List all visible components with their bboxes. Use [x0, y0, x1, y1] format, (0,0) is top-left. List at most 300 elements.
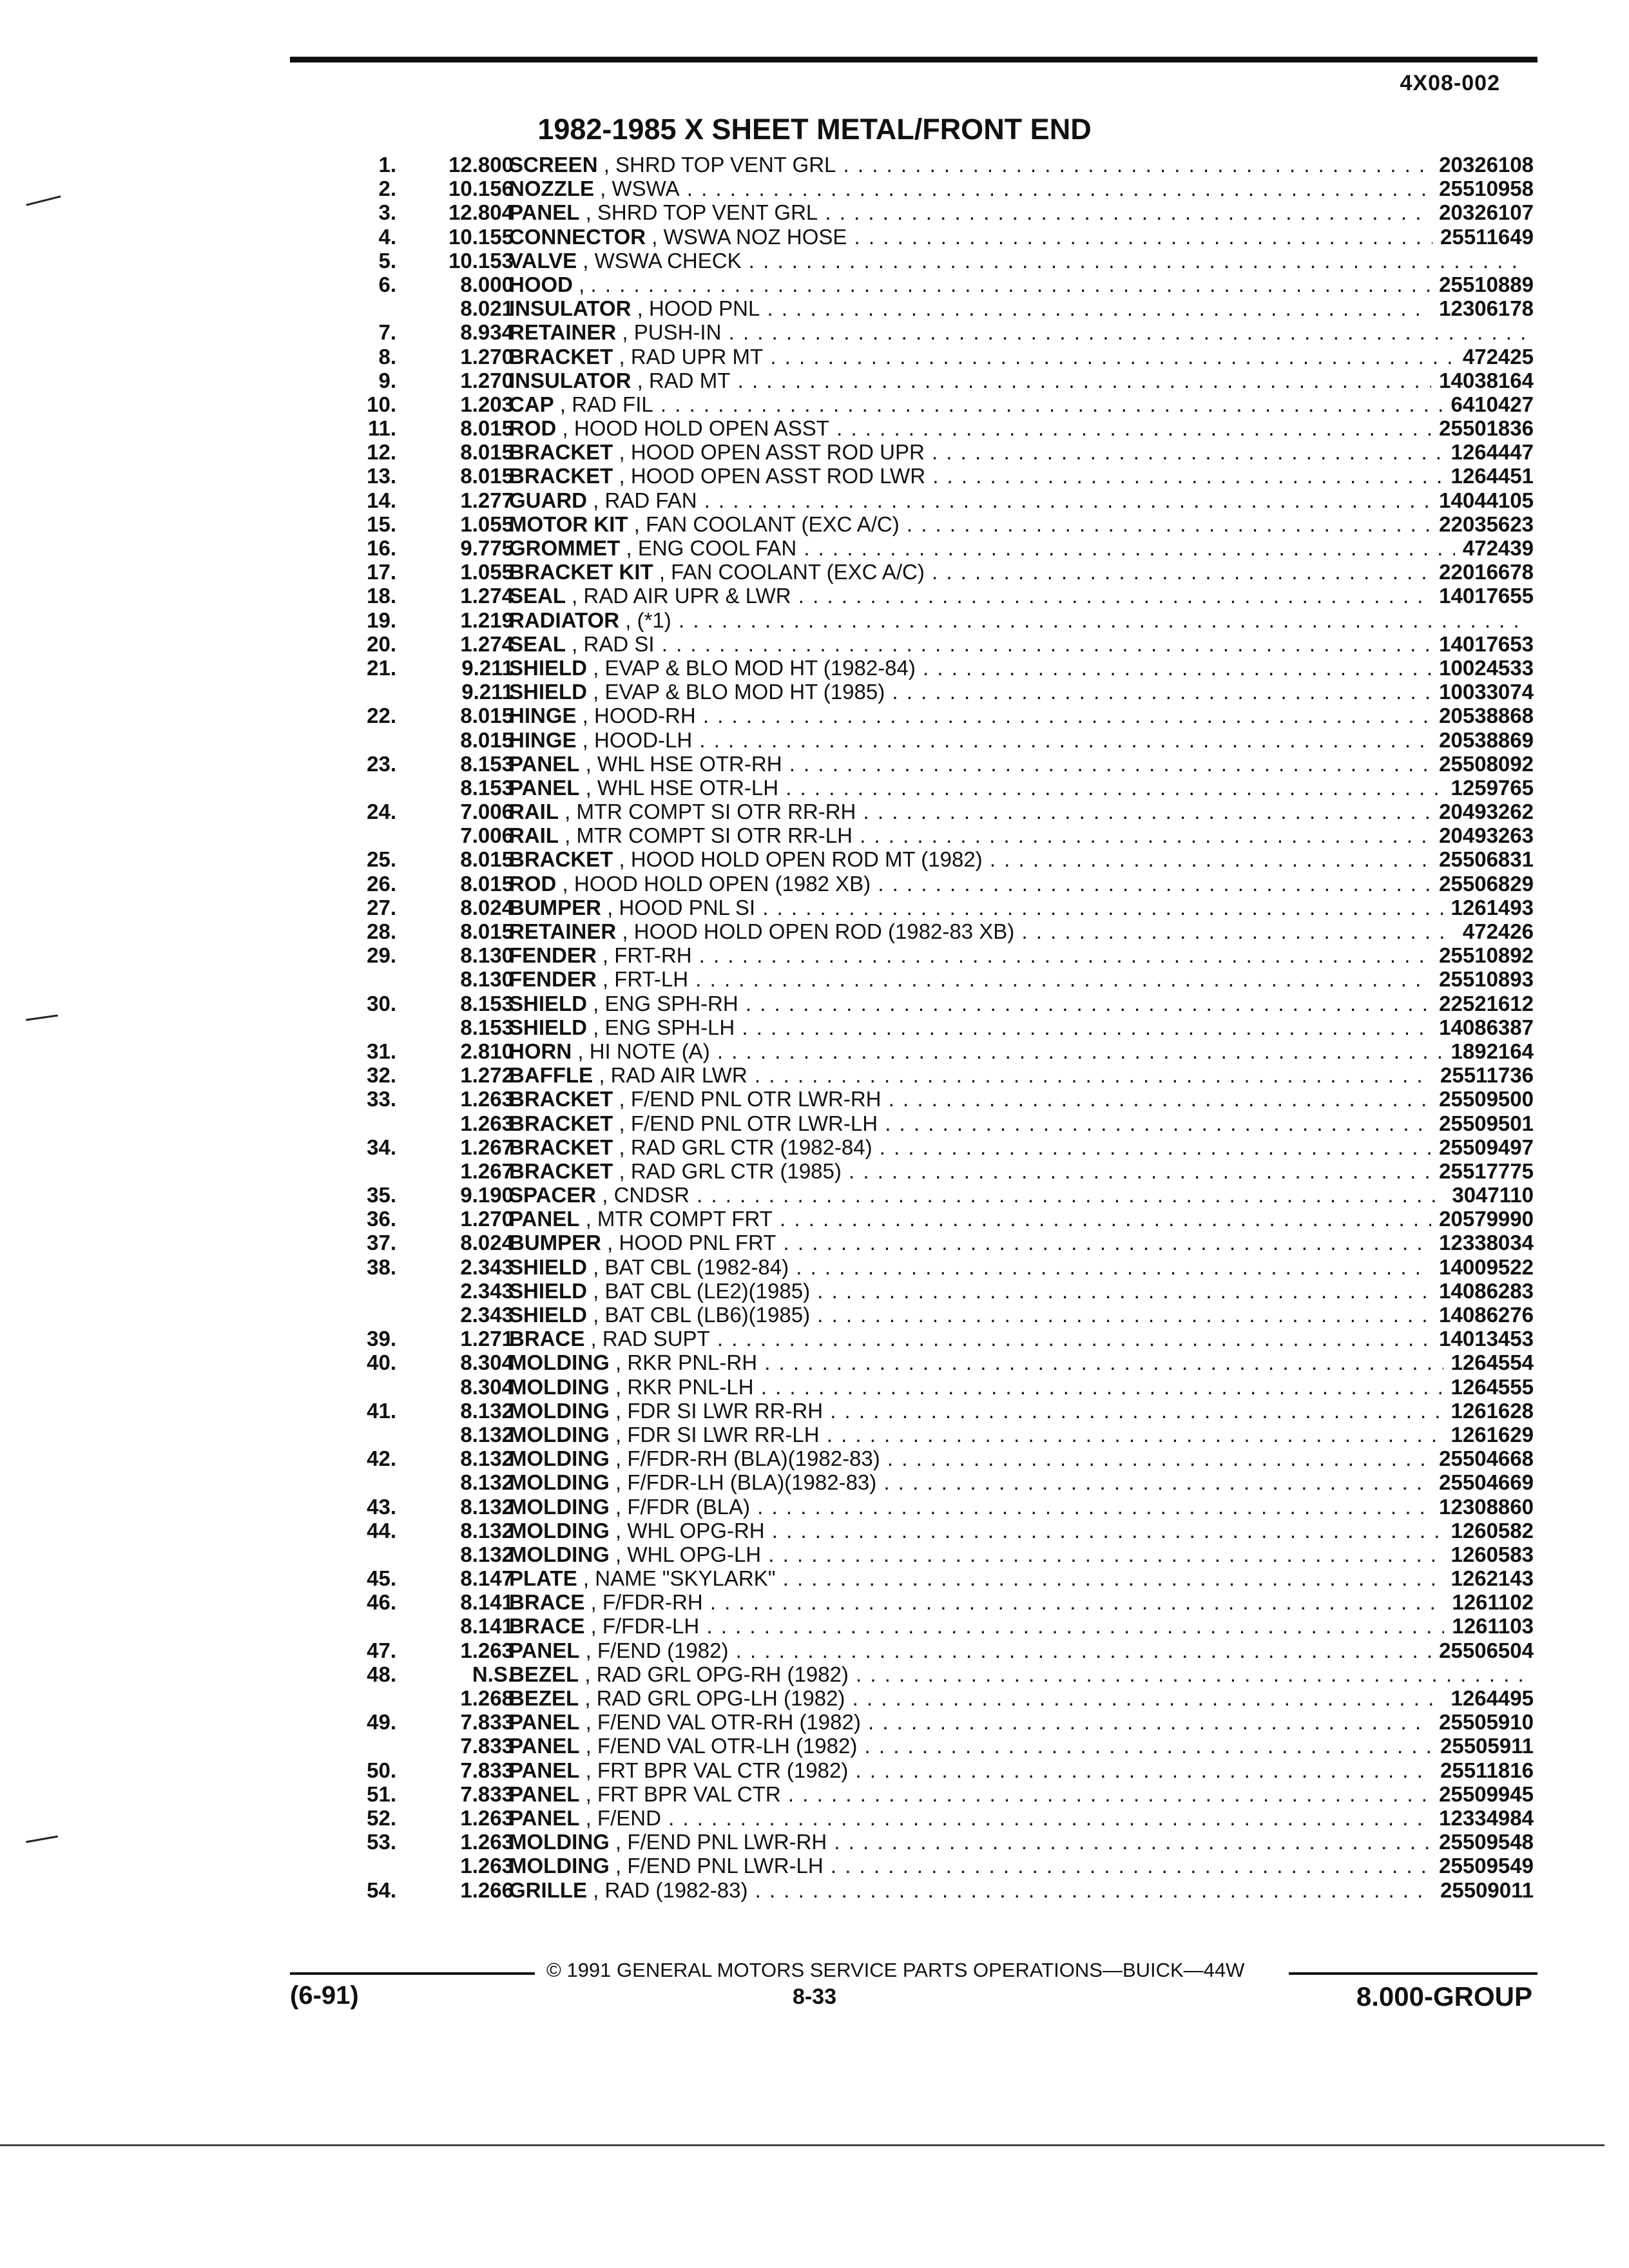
part-name: MOLDING [509, 1494, 610, 1519]
part-description [509, 800, 1527, 823]
part-description [509, 1710, 1527, 1734]
group-code: 1.268 [460, 1686, 514, 1710]
part-row [322, 1255, 1547, 1279]
part-qualifier: PUSH-IN [633, 320, 722, 345]
part-row [322, 1207, 1547, 1231]
separator: , [653, 560, 671, 584]
part-name: RAIL [509, 823, 559, 848]
part-description [509, 1207, 1527, 1231]
part-row [322, 896, 1547, 919]
part-number: 20538869 [1431, 728, 1534, 752]
part-name: BRACKET [509, 1111, 613, 1135]
part-name: SHIELD [509, 680, 588, 704]
group-code: 8.132 [460, 1398, 514, 1423]
separator: , [579, 200, 597, 225]
part-number: 12334984 [1431, 1806, 1534, 1830]
part-description [509, 776, 1527, 800]
group-code: 2.343 [460, 1303, 514, 1327]
separator: , [631, 296, 649, 321]
group-code: 8.021 [460, 296, 514, 321]
item-number: 34. [367, 1135, 396, 1159]
part-name: BRACE [509, 1590, 585, 1615]
group-code: 1.263 [460, 1805, 514, 1830]
part-qualifier: HOOD OPEN ASST ROD UPR [630, 440, 925, 465]
part-description [509, 1350, 1527, 1374]
part-qualifier: FRT BPR VAL CTR (1982) [597, 1758, 849, 1782]
separator: , [609, 1470, 628, 1495]
part-name: GUARD [509, 488, 587, 512]
part-qualifier: ENG SPH-RH [604, 991, 738, 1015]
part-row [322, 1662, 1547, 1686]
part-qualifier: NAME "SKYLARK" [595, 1566, 776, 1591]
group-code: 1.274 [460, 631, 514, 656]
part-qualifier: F/END PNL OTR LWR-LH [630, 1111, 878, 1135]
part-row [322, 1350, 1547, 1374]
separator: , [587, 1254, 605, 1279]
part-number: 12306178 [1431, 296, 1534, 320]
group-code: 8.015 [460, 919, 514, 943]
part-name: SHIELD [509, 991, 588, 1015]
item-number: 27. [367, 895, 396, 919]
part-row [322, 728, 1547, 752]
part-number: 22035623 [1431, 512, 1534, 536]
part-description [509, 1279, 1527, 1303]
group-code: 1.263 [460, 1854, 514, 1878]
part-description [509, 1830, 1527, 1854]
group-code: 7.833 [460, 1782, 514, 1806]
part-name: BEZEL [509, 1662, 579, 1686]
separator: , [609, 1518, 628, 1542]
part-name: SHIELD [509, 1278, 588, 1303]
part-qualifier: HOOD PNL FRT [619, 1231, 776, 1255]
group-code: 8.015 [460, 440, 514, 465]
group-code: 8.141 [460, 1614, 514, 1639]
part-name: BRACKET [509, 440, 613, 465]
item-number: 48. [367, 1662, 396, 1686]
part-name: ROD [509, 871, 557, 896]
group-code: 8.153 [460, 775, 514, 800]
group-code: 2.343 [460, 1278, 514, 1303]
margin-mark [26, 1836, 58, 1843]
part-qualifier: F/FDR-LH (BLA)(1982-83) [627, 1470, 877, 1495]
part-qualifier: HOOD HOLD OPEN (1982 XB) [574, 871, 871, 896]
part-number: 14017655 [1431, 584, 1534, 608]
separator: , [601, 895, 619, 919]
part-name: BUMPER [509, 895, 602, 919]
part-number: 472439 [1455, 536, 1534, 560]
item-number: 10. [367, 392, 396, 416]
part-row [322, 1183, 1547, 1207]
part-row [322, 704, 1547, 727]
part-qualifier: SHRD TOP VENT GRL [597, 200, 818, 225]
part-number: 20538868 [1431, 704, 1534, 727]
bottom-rule [0, 2144, 1605, 2146]
group-code: 8.024 [460, 895, 514, 919]
group-code: 8.132 [460, 1422, 514, 1446]
separator: , [609, 1350, 628, 1375]
separator: , [613, 1158, 631, 1183]
part-number: 22016678 [1431, 560, 1534, 584]
part-number: 25505911 [1432, 1734, 1534, 1758]
part-qualifier: FAN COOLANT (EXC A/C) [646, 512, 900, 536]
part-row [322, 249, 1547, 273]
part-description [509, 273, 1527, 296]
separator: , [609, 1374, 628, 1399]
part-row [322, 440, 1547, 464]
part-row [322, 872, 1547, 896]
item-number: 15. [367, 512, 396, 536]
item-number: 29. [367, 943, 396, 968]
item-number: 1. [378, 153, 396, 177]
part-number: 14044105 [1431, 488, 1534, 512]
group-code: 1.270 [460, 368, 514, 392]
part-qualifier: F/FDR-RH (BLA)(1982-83) [627, 1446, 880, 1471]
part-number: 10033074 [1431, 680, 1534, 704]
part-name: BRACKET [509, 847, 613, 872]
part-qualifier: RAD FAN [604, 488, 697, 512]
item-number: 23. [367, 751, 396, 776]
separator: , [577, 248, 595, 273]
part-qualifier: HOOD OPEN ASST ROD LWR [630, 464, 926, 488]
separator: , [601, 1231, 619, 1255]
item-number: 4. [378, 224, 396, 249]
part-row [322, 1159, 1547, 1183]
part-number: 25504668 [1431, 1446, 1534, 1470]
separator: , [554, 392, 572, 416]
part-number: 25511816 [1432, 1758, 1534, 1782]
item-number: 7. [378, 320, 396, 345]
part-description [509, 1231, 1527, 1254]
part-number: 25508092 [1431, 752, 1534, 776]
page-title: 1982-1985 X SHEET METAL/FRONT END [537, 113, 1092, 146]
part-number: 472426 [1455, 919, 1534, 943]
group-code: 2.343 [460, 1254, 514, 1279]
part-number: 472425 [1455, 345, 1534, 369]
part-number: 10024533 [1431, 656, 1534, 680]
item-number: 17. [367, 560, 396, 584]
part-row [322, 1446, 1547, 1470]
part-qualifier: RAD GRL OPG-RH (1982) [596, 1662, 849, 1686]
part-row [322, 1231, 1547, 1254]
part-row [322, 1614, 1547, 1638]
separator: , [576, 727, 595, 752]
item-number: 26. [367, 871, 396, 896]
part-name: MOLDING [509, 1470, 610, 1495]
item-number: 41. [367, 1398, 396, 1423]
part-name: PANEL [509, 1782, 580, 1806]
part-description [509, 1015, 1527, 1039]
part-name: SPACER [509, 1183, 597, 1207]
item-number: 49. [367, 1710, 396, 1735]
group-code: 8.934 [460, 320, 514, 345]
part-description [509, 967, 1527, 991]
part-description [509, 1590, 1527, 1614]
separator: , [609, 1830, 628, 1854]
group-code: 10.156 [448, 177, 514, 201]
part-number: 25509497 [1431, 1135, 1534, 1159]
item-number: 51. [367, 1782, 396, 1806]
part-row [322, 632, 1547, 656]
part-qualifier: WSWA NOZ HOSE [663, 224, 847, 249]
group-code: 1.055 [460, 560, 514, 584]
group-code: 7.833 [460, 1710, 514, 1735]
part-description [509, 1111, 1527, 1135]
part-row [322, 345, 1547, 369]
part-name: BUMPER [509, 1231, 602, 1255]
part-number: 14086283 [1431, 1279, 1534, 1303]
part-name: HOOD [509, 272, 573, 296]
item-number: 5. [378, 248, 396, 273]
separator: , [587, 1015, 605, 1039]
part-description [509, 1542, 1527, 1566]
part-description [509, 1255, 1527, 1279]
part-description [509, 752, 1527, 776]
part-qualifier: RAD GRL OPG-LH (1982) [596, 1686, 845, 1710]
part-row [322, 656, 1547, 680]
part-number: 1892164 [1443, 1039, 1534, 1063]
part-row [322, 512, 1547, 536]
part-name: PANEL [509, 1207, 580, 1231]
part-row [322, 776, 1547, 800]
part-row [322, 752, 1547, 776]
separator: , [587, 1303, 605, 1327]
part-row [322, 1590, 1547, 1614]
part-description [509, 1639, 1527, 1662]
group-code: 8.132 [460, 1518, 514, 1542]
part-name: MOLDING [509, 1830, 610, 1854]
item-number: 9. [378, 368, 396, 392]
part-description [509, 823, 1527, 847]
part-number: 25509011 [1432, 1878, 1534, 1902]
part-row [322, 1495, 1547, 1519]
part-qualifier: RAD MT [648, 368, 731, 392]
item-number: 40. [367, 1350, 396, 1375]
item-number: 21. [367, 655, 396, 680]
part-description [509, 584, 1527, 608]
part-name: BRACE [509, 1327, 585, 1351]
separator: , [559, 800, 577, 824]
separator: , [579, 1734, 597, 1758]
part-name: PANEL [509, 1710, 580, 1735]
part-name: MOLDING [509, 1854, 610, 1878]
group-code: 1.270 [460, 344, 514, 369]
part-description [509, 1063, 1527, 1087]
item-number: 53. [367, 1830, 396, 1854]
part-number: 1264495 [1443, 1686, 1534, 1710]
part-row [322, 560, 1547, 584]
part-name: BRACKET [509, 1135, 613, 1159]
part-row [322, 1782, 1547, 1806]
part-description [509, 464, 1527, 488]
part-name: INSULATOR [509, 368, 631, 392]
part-qualifier: SHRD TOP VENT GRL [615, 153, 836, 177]
part-row [322, 1758, 1547, 1782]
part-number: 25511649 [1432, 225, 1534, 249]
separator: , [584, 1590, 602, 1615]
item-number: 13. [367, 464, 396, 488]
separator: , [619, 608, 637, 632]
part-description [509, 345, 1527, 369]
part-description [509, 1135, 1527, 1159]
part-qualifier: RAD UPR MT [630, 344, 764, 369]
part-number: 25510892 [1431, 943, 1534, 967]
part-name: MOTOR KIT [509, 512, 628, 536]
separator: , [628, 512, 646, 536]
part-qualifier: HOOD HOLD OPEN ROD MT (1982) [630, 847, 983, 872]
part-name: MOLDING [509, 1422, 610, 1446]
part-description [509, 416, 1527, 440]
separator: , [573, 272, 591, 296]
top-rule [290, 57, 1537, 62]
separator: , [613, 1135, 631, 1159]
part-description [509, 153, 1527, 177]
part-name: PANEL [509, 775, 580, 800]
part-number: 25509945 [1431, 1782, 1534, 1806]
part-description [509, 1399, 1527, 1423]
separator: , [596, 943, 615, 968]
separator: , [584, 1614, 602, 1639]
item-number: 46. [367, 1590, 396, 1615]
margin-mark [26, 1015, 58, 1021]
separator: , [613, 1087, 631, 1111]
part-number: 1261628 [1443, 1399, 1534, 1423]
part-number: 20579990 [1431, 1207, 1534, 1231]
separator: , [579, 1686, 597, 1710]
part-row [322, 1470, 1547, 1494]
part-row [322, 1639, 1547, 1662]
part-qualifier: HI NOTE (A) [589, 1039, 710, 1063]
part-qualifier: MTR COMPT FRT [597, 1207, 773, 1231]
part-qualifier: HOOD-RH [594, 704, 696, 728]
part-row [322, 800, 1547, 823]
separator: , [584, 1327, 602, 1351]
item-number: 43. [367, 1494, 396, 1519]
group-code: 8.304 [460, 1374, 514, 1399]
group-code: 8.130 [460, 967, 514, 992]
part-number: 6410427 [1443, 392, 1534, 416]
part-number: 1264555 [1443, 1375, 1534, 1399]
separator: , [609, 1398, 628, 1423]
part-qualifier: F/END VAL OTR-RH (1982) [597, 1710, 861, 1735]
item-number: 14. [367, 488, 396, 512]
part-description [509, 1878, 1527, 1902]
group-code: 8.153 [460, 991, 514, 1015]
page-number: 8-33 [792, 1984, 837, 2009]
part-name: RETAINER [509, 919, 617, 943]
part-name: ROD [509, 416, 557, 441]
part-qualifier: RKR PNL-LH [627, 1374, 754, 1399]
part-row [322, 1327, 1547, 1350]
separator: , [596, 1183, 614, 1207]
part-row [322, 847, 1547, 871]
part-row [322, 992, 1547, 1015]
part-row [322, 464, 1547, 488]
item-number: 30. [367, 991, 396, 1015]
part-qualifier: WHL HSE OTR-RH [597, 751, 782, 776]
part-description [509, 608, 1527, 632]
item-number: 31. [367, 1039, 396, 1063]
group-code: 7.006 [460, 823, 514, 848]
part-row [322, 1399, 1547, 1423]
separator: , [579, 1805, 597, 1830]
part-name: FENDER [509, 943, 597, 968]
part-row [322, 488, 1547, 512]
part-description [509, 320, 1527, 344]
group-code: 8.132 [460, 1494, 514, 1519]
part-name: MOLDING [509, 1542, 610, 1566]
part-description [509, 1782, 1527, 1806]
separator: , [579, 775, 597, 800]
part-row [322, 416, 1547, 440]
part-description [509, 536, 1527, 560]
group-code: N.S. [472, 1662, 514, 1686]
item-number: 12. [367, 440, 396, 465]
item-number: 47. [367, 1638, 396, 1662]
separator: , [593, 177, 612, 201]
part-row [322, 943, 1547, 967]
part-qualifier: F/FDR-RH [602, 1590, 703, 1615]
group-code: 1.263 [460, 1638, 514, 1662]
group-code: 8.132 [460, 1542, 514, 1566]
part-name: PANEL [509, 200, 580, 225]
part-description [509, 512, 1527, 536]
part-number: 1261629 [1443, 1423, 1534, 1446]
part-row [322, 1734, 1547, 1758]
part-row [322, 1830, 1547, 1854]
part-description [509, 177, 1527, 200]
separator: , [613, 1111, 631, 1135]
group-code: 9.211 [461, 655, 514, 680]
separator: , [587, 655, 605, 680]
part-row [322, 1710, 1547, 1734]
part-qualifier: FRT-RH [614, 943, 692, 968]
part-number: 1260582 [1443, 1519, 1534, 1542]
separator: , [566, 584, 584, 608]
separator: , [572, 1039, 590, 1063]
part-qualifier: BAT CBL (LE2)(1985) [604, 1278, 811, 1303]
part-qualifier: F/END PNL LWR-LH [627, 1854, 824, 1878]
part-name: BEZEL [509, 1686, 579, 1710]
part-name: NOZZLE [509, 177, 594, 201]
item-number: 45. [367, 1566, 396, 1591]
part-number: 14038164 [1431, 369, 1534, 392]
group-code: 1.274 [460, 584, 514, 608]
separator: , [579, 1207, 597, 1231]
part-name: BRACKET KIT [509, 560, 653, 584]
group-code: 1.263 [460, 1111, 514, 1135]
part-description [509, 1039, 1527, 1063]
item-number: 54. [367, 1878, 396, 1902]
separator: , [613, 440, 631, 465]
part-row [322, 1854, 1547, 1878]
part-number: 25517775 [1431, 1159, 1534, 1183]
part-number: 20326108 [1431, 153, 1534, 177]
group-code: 8.153 [460, 1015, 514, 1039]
item-number: 20. [367, 631, 396, 656]
part-name: SEAL [509, 631, 566, 656]
group-code: 12.804 [448, 200, 514, 225]
part-qualifier: F/END (1982) [597, 1638, 729, 1662]
part-qualifier: RAD AIR UPR & LWR [583, 584, 791, 608]
footer-rule-left [290, 1972, 535, 1975]
part-name: PLATE [509, 1566, 577, 1591]
group-code: 7.006 [460, 800, 514, 824]
part-name: BRACKET [509, 464, 613, 488]
part-description [509, 680, 1527, 704]
part-qualifier: ENG SPH-LH [604, 1015, 735, 1039]
part-name: SHIELD [509, 1254, 588, 1279]
group-code: 12.800 [448, 153, 514, 177]
